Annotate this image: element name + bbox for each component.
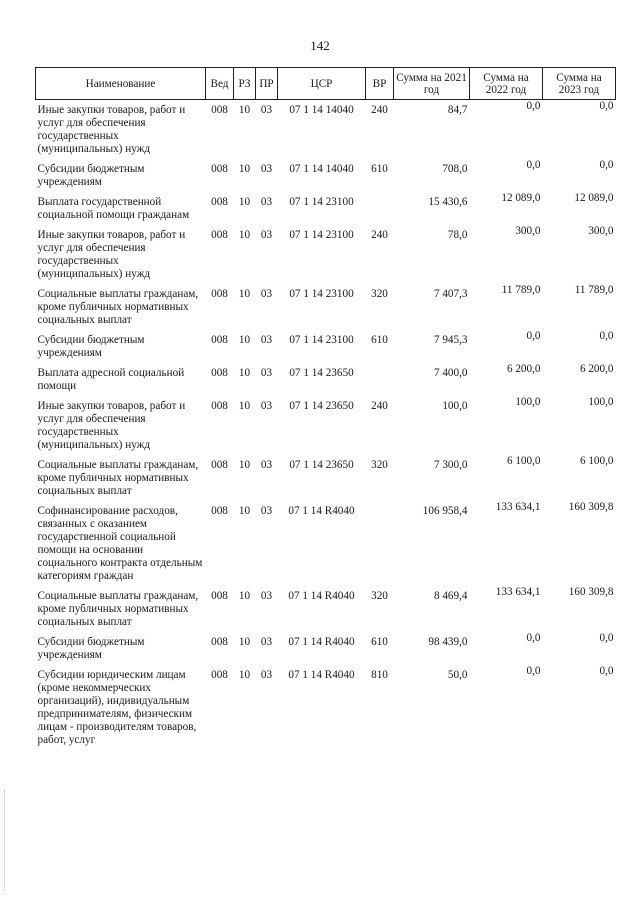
row-sum-2022: 6 100,0 — [506, 455, 541, 467]
row-csr: 07 1 14 R4040 — [288, 590, 355, 602]
row-sum-2021: 78,0 — [447, 229, 468, 241]
table-row — [36, 192, 616, 225]
row-rz: 10 — [238, 505, 251, 517]
row-sum-2021: 7 400,0 — [433, 367, 468, 379]
row-sum-2021: 15 430,6 — [428, 196, 468, 208]
row-rz: 10 — [238, 334, 251, 346]
row-pr: 03 — [260, 196, 273, 208]
row-rz: 10 — [238, 636, 251, 648]
row-sum-2022: 0,0 — [526, 632, 541, 644]
row-ved: 008 — [211, 229, 228, 241]
row-sum-2023: 0,0 — [599, 665, 614, 677]
row-sum-2021: 100,0 — [442, 400, 468, 412]
row-vr: 810 — [371, 669, 388, 681]
row-ved: 008 — [211, 590, 228, 602]
row-sum-2022: 0,0 — [526, 100, 541, 112]
row-vr: 320 — [371, 288, 388, 300]
row-rz: 10 — [238, 288, 251, 300]
col-header-sum-2021: Сумма на 2021 год — [394, 68, 470, 100]
table-row — [36, 363, 616, 396]
table-row — [36, 455, 616, 501]
row-csr: 07 1 14 R4040 — [288, 636, 355, 648]
row-name: Софинансирование расходов, связанных с оказанием государственной социальной помощи на основании социального контракта отдельным категориям граждан — [37, 505, 203, 582]
table-row — [36, 159, 616, 192]
row-vr — [366, 192, 394, 225]
table-row — [36, 501, 616, 586]
table-row — [36, 632, 616, 665]
row-sum-2023: 0,0 — [599, 159, 614, 171]
table-row — [36, 225, 616, 284]
row-sum-2023: 0,0 — [599, 100, 614, 112]
row-vr — [366, 501, 394, 586]
row-ved: 008 — [211, 163, 228, 175]
row-name: Субсидии юридическим лицам (кроме некоммерческих организаций), индивидуальным предпринимателям, физическим лицам - производителям товаров, работ, услуг — [37, 669, 197, 746]
row-sum-2022: 0,0 — [526, 159, 541, 171]
col-header-pr: ПР — [256, 68, 278, 100]
row-csr: 07 1 14 23100 — [289, 288, 354, 300]
row-vr: 320 — [371, 590, 388, 602]
table-row — [36, 396, 616, 455]
table-header-row — [36, 68, 616, 100]
row-vr: 610 — [371, 163, 388, 175]
col-header-rz: РЗ — [234, 68, 256, 100]
row-pr: 03 — [260, 505, 273, 517]
row-pr: 03 — [260, 400, 273, 412]
row-csr: 07 1 14 23100 — [289, 334, 354, 346]
row-sum-2023: 0,0 — [599, 330, 614, 342]
row-ved: 008 — [211, 400, 228, 412]
row-rz: 10 — [238, 229, 251, 241]
row-sum-2023: 6 100,0 — [579, 455, 614, 467]
row-vr: 610 — [371, 334, 388, 346]
row-name: Социальные выплаты гражданам, кроме публичных нормативных социальных выплат — [37, 459, 199, 497]
col-header-csr: ЦСР — [278, 68, 366, 100]
col-header-sum-2023: Сумма на 2023 год — [543, 68, 616, 100]
row-sum-2022: 133 634,1 — [495, 501, 541, 513]
row-ved: 008 — [211, 459, 228, 471]
row-ved: 008 — [211, 288, 228, 300]
row-sum-2023: 160 309,8 — [568, 586, 614, 598]
row-sum-2023: 300,0 — [588, 225, 614, 237]
row-csr: 07 1 14 23100 — [289, 229, 354, 241]
row-csr: 07 1 14 14040 — [289, 163, 354, 175]
row-sum-2022: 12 089,0 — [501, 192, 541, 204]
table-row — [36, 330, 616, 363]
row-sum-2021: 98 439,0 — [428, 636, 468, 648]
table-row — [36, 284, 616, 330]
row-pr: 03 — [260, 669, 273, 681]
row-ved: 008 — [211, 334, 228, 346]
row-sum-2022: 11 789,0 — [501, 284, 541, 296]
row-sum-2021: 708,0 — [442, 163, 468, 175]
row-sum-2023: 100,0 — [588, 396, 614, 408]
table-row — [36, 665, 616, 750]
row-ved: 008 — [211, 636, 228, 648]
row-sum-2021: 84,7 — [447, 104, 468, 116]
row-pr: 03 — [260, 229, 273, 241]
row-name: Иные закупки товаров, работ и услуг для обеспечения государственных (муниципальных) нужд — [37, 229, 186, 280]
row-name: Выплата государственной социальной помощи гражданам — [37, 196, 190, 221]
row-vr: 240 — [371, 104, 388, 116]
row-csr: 07 1 14 23100 — [289, 196, 354, 208]
row-sum-2022: 133 634,1 — [495, 586, 541, 598]
row-rz: 10 — [238, 367, 251, 379]
row-sum-2021: 7 407,3 — [433, 288, 468, 300]
row-rz: 10 — [238, 104, 251, 116]
row-ved: 008 — [211, 104, 228, 116]
row-name: Выплата адресной социальной помощи — [37, 367, 185, 392]
row-sum-2021: 7 945,3 — [433, 334, 468, 346]
row-csr: 07 1 14 14040 — [289, 104, 354, 116]
col-header-ved: Вед — [206, 68, 234, 100]
row-name: Социальные выплаты гражданам, кроме публичных нормативных социальных выплат — [37, 288, 199, 326]
col-header-name: Наименование — [36, 68, 206, 100]
row-pr: 03 — [260, 104, 273, 116]
col-header-vr: ВР — [366, 68, 394, 100]
row-ved: 008 — [211, 505, 228, 517]
row-sum-2023: 160 309,8 — [568, 501, 614, 513]
row-rz: 10 — [238, 459, 251, 471]
row-csr: 07 1 14 R4040 — [288, 505, 355, 517]
row-pr: 03 — [260, 288, 273, 300]
table-row — [36, 586, 616, 632]
scan-margin-artifact — [4, 790, 6, 890]
row-rz: 10 — [238, 163, 251, 175]
row-pr: 03 — [260, 334, 273, 346]
row-pr: 03 — [260, 590, 273, 602]
row-ved: 008 — [211, 669, 228, 681]
budget-table — [35, 67, 616, 750]
page-number: 142 — [310, 38, 330, 53]
row-vr: 240 — [371, 400, 388, 412]
row-csr: 07 1 14 R4040 — [288, 669, 355, 681]
row-vr: 240 — [371, 229, 388, 241]
row-ved: 008 — [211, 367, 228, 379]
row-csr: 07 1 14 23650 — [289, 459, 354, 471]
row-sum-2022: 300,0 — [515, 225, 541, 237]
row-rz: 10 — [238, 590, 251, 602]
row-sum-2021: 50,0 — [447, 669, 468, 681]
row-name: Социальные выплаты гражданам, кроме публичных нормативных социальных выплат — [37, 590, 199, 628]
row-sum-2022: 6 200,0 — [506, 363, 541, 375]
row-pr: 03 — [260, 636, 273, 648]
row-sum-2022: 100,0 — [515, 396, 541, 408]
row-sum-2023: 12 089,0 — [574, 192, 614, 204]
row-sum-2022: 0,0 — [526, 665, 541, 677]
row-sum-2022: 0,0 — [526, 330, 541, 342]
row-sum-2021: 7 300,0 — [433, 459, 468, 471]
row-name: Иные закупки товаров, работ и услуг для обеспечения государственных (муниципальных) нужд — [37, 400, 186, 451]
row-name: Иные закупки товаров, работ и услуг для обеспечения государственных (муниципальных) нужд — [37, 104, 186, 155]
row-sum-2021: 106 958,4 — [422, 505, 468, 517]
col-header-sum-2022: Сумма на 2022 год — [470, 68, 543, 100]
row-ved: 008 — [211, 196, 228, 208]
row-csr: 07 1 14 23650 — [289, 400, 354, 412]
row-rz: 10 — [238, 400, 251, 412]
row-pr: 03 — [260, 163, 273, 175]
row-pr: 03 — [260, 367, 273, 379]
row-name: Субсидии бюджетным учреждениям — [37, 334, 145, 359]
row-sum-2023: 11 789,0 — [574, 284, 614, 296]
table-row — [36, 100, 616, 160]
row-name: Субсидии бюджетным учреждениям — [37, 163, 145, 188]
row-csr: 07 1 14 23650 — [289, 367, 354, 379]
row-vr — [366, 363, 394, 396]
row-name: Субсидии бюджетным учреждениям — [37, 636, 145, 661]
row-sum-2023: 6 200,0 — [579, 363, 614, 375]
row-rz: 10 — [238, 196, 251, 208]
row-sum-2023: 0,0 — [599, 632, 614, 644]
row-rz: 10 — [238, 669, 251, 681]
row-sum-2021: 8 469,4 — [433, 590, 468, 602]
row-vr: 320 — [371, 459, 388, 471]
row-vr: 610 — [371, 636, 388, 648]
row-pr: 03 — [260, 459, 273, 471]
